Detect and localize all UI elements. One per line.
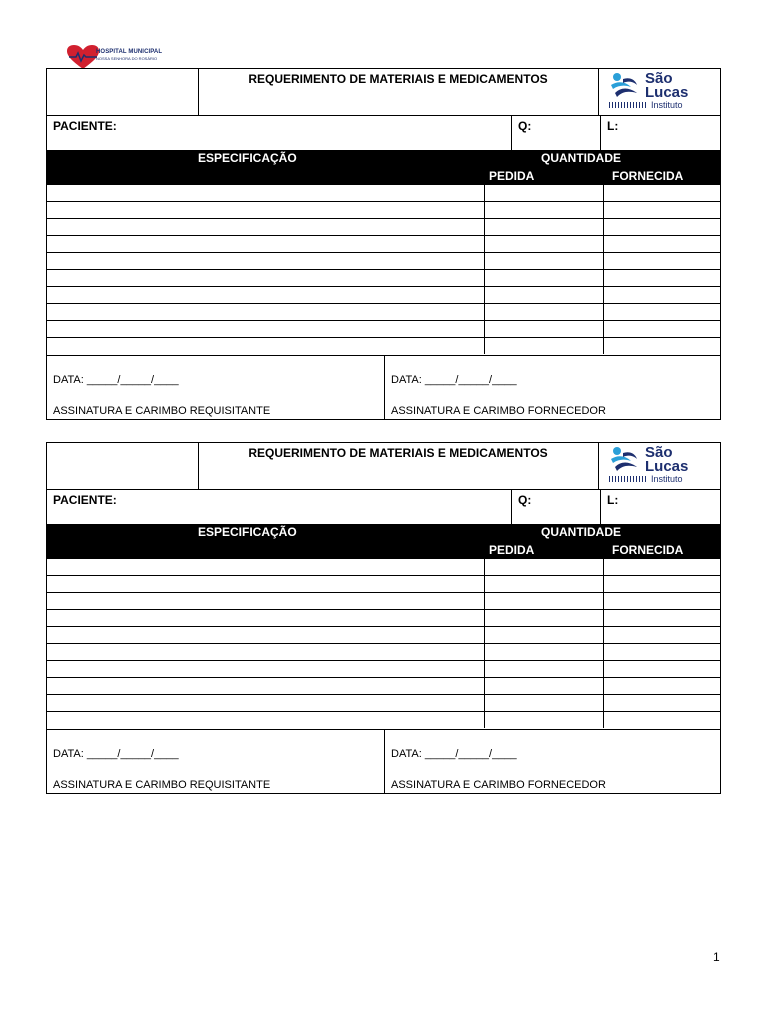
hospital-name: HOSPITAL MUNICIPAL	[96, 49, 163, 55]
requester-signature-label: ASSINATURA E CARIMBO REQUISITANTE	[53, 779, 271, 791]
logo-text-lucas: Lucas	[645, 84, 689, 101]
date-field-requester: DATA: _____/_____/____	[53, 748, 179, 760]
heart-logo-icon	[66, 44, 100, 70]
page-number: 1	[713, 950, 720, 964]
item-line[interactable]	[47, 712, 720, 729]
logo-text-instituto: Instituto	[651, 100, 683, 110]
item-line[interactable]	[47, 321, 720, 338]
item-line[interactable]	[47, 185, 720, 202]
signature-row	[47, 355, 720, 419]
item-line[interactable]	[47, 304, 720, 321]
requisition-form-2	[46, 442, 721, 794]
institute-logo-cell	[598, 443, 722, 489]
logo-text-sao: São	[645, 70, 673, 87]
form-title: REQUERIMENTO DE MATERIAIS E MEDICAMENTOS	[248, 72, 548, 86]
q-label: Q:	[518, 493, 532, 507]
form-header-row	[47, 69, 720, 116]
sao-lucas-logo	[609, 445, 709, 487]
q-field[interactable]	[511, 116, 601, 150]
patient-label: PACIENTE:	[53, 119, 117, 133]
date-field-requester: DATA: _____/_____/____	[53, 374, 179, 386]
requisition-form-1	[46, 68, 721, 420]
hospital-logo	[66, 44, 176, 70]
header-blank-cell	[47, 443, 199, 489]
logo-text-lucas: Lucas	[645, 458, 689, 475]
item-line[interactable]	[47, 270, 720, 287]
sao-lucas-mark-icon	[609, 445, 639, 475]
l-field[interactable]	[600, 490, 722, 524]
spec-header: ESPECIFICAÇÃO	[198, 525, 297, 539]
header-blank-cell	[47, 69, 199, 115]
patient-row	[47, 116, 720, 150]
institute-logo-cell	[598, 69, 722, 115]
item-line[interactable]	[47, 593, 720, 610]
supplier-cell[interactable]	[384, 356, 721, 419]
item-line[interactable]	[47, 559, 720, 576]
supplier-cell[interactable]	[384, 730, 721, 793]
spec-header: ESPECIFICAÇÃO	[198, 151, 297, 165]
form-title: REQUERIMENTO DE MATERIAIS E MEDICAMENTOS	[248, 446, 548, 460]
items-header-bar	[47, 150, 720, 185]
item-line[interactable]	[47, 610, 720, 627]
supplier-signature-label: ASSINATURA E CARIMBO FORNECEDOR	[391, 779, 606, 791]
requested-header: PEDIDA	[489, 543, 535, 557]
item-line[interactable]	[47, 219, 720, 236]
requester-signature-label: ASSINATURA E CARIMBO REQUISITANTE	[53, 405, 271, 417]
quantity-header: QUANTIDADE	[541, 525, 621, 539]
signature-row	[47, 729, 720, 793]
item-line[interactable]	[47, 236, 720, 253]
requested-header: PEDIDA	[489, 169, 535, 183]
items-header-bar	[47, 524, 720, 559]
date-field-supplier: DATA: _____/_____/____	[391, 748, 517, 760]
item-line[interactable]	[47, 661, 720, 678]
q-label: Q:	[518, 119, 532, 133]
q-field[interactable]	[511, 490, 601, 524]
quantity-header: QUANTIDADE	[541, 151, 621, 165]
patient-row	[47, 490, 720, 524]
form-header-row	[47, 443, 720, 490]
logo-stripes	[609, 476, 647, 482]
item-line[interactable]	[47, 627, 720, 644]
requester-cell[interactable]	[47, 730, 384, 793]
item-lines	[47, 185, 720, 355]
date-field-supplier: DATA: _____/_____/____	[391, 374, 517, 386]
l-label: L:	[607, 119, 619, 133]
supplier-signature-label: ASSINATURA E CARIMBO FORNECEDOR	[391, 405, 606, 417]
item-line[interactable]	[47, 253, 720, 270]
item-line[interactable]	[47, 644, 720, 661]
item-line[interactable]	[47, 338, 720, 355]
supplied-header: FORNECIDA	[612, 169, 684, 183]
patient-label: PACIENTE:	[53, 493, 117, 507]
l-label: L:	[607, 493, 619, 507]
item-line[interactable]	[47, 695, 720, 712]
requester-cell[interactable]	[47, 356, 384, 419]
sao-lucas-logo	[609, 71, 709, 113]
supplied-header: FORNECIDA	[612, 543, 684, 557]
logo-text-instituto: Instituto	[651, 474, 683, 484]
item-line[interactable]	[47, 678, 720, 695]
item-line[interactable]	[47, 576, 720, 593]
l-field[interactable]	[600, 116, 722, 150]
logo-text-sao: São	[645, 444, 673, 461]
item-line[interactable]	[47, 202, 720, 219]
item-lines	[47, 559, 720, 729]
hospital-subtitle: NOSSA SENHORA DO ROSÁRIO	[96, 56, 158, 61]
logo-stripes	[609, 102, 647, 108]
item-line[interactable]	[47, 287, 720, 304]
sao-lucas-mark-icon	[609, 71, 639, 101]
